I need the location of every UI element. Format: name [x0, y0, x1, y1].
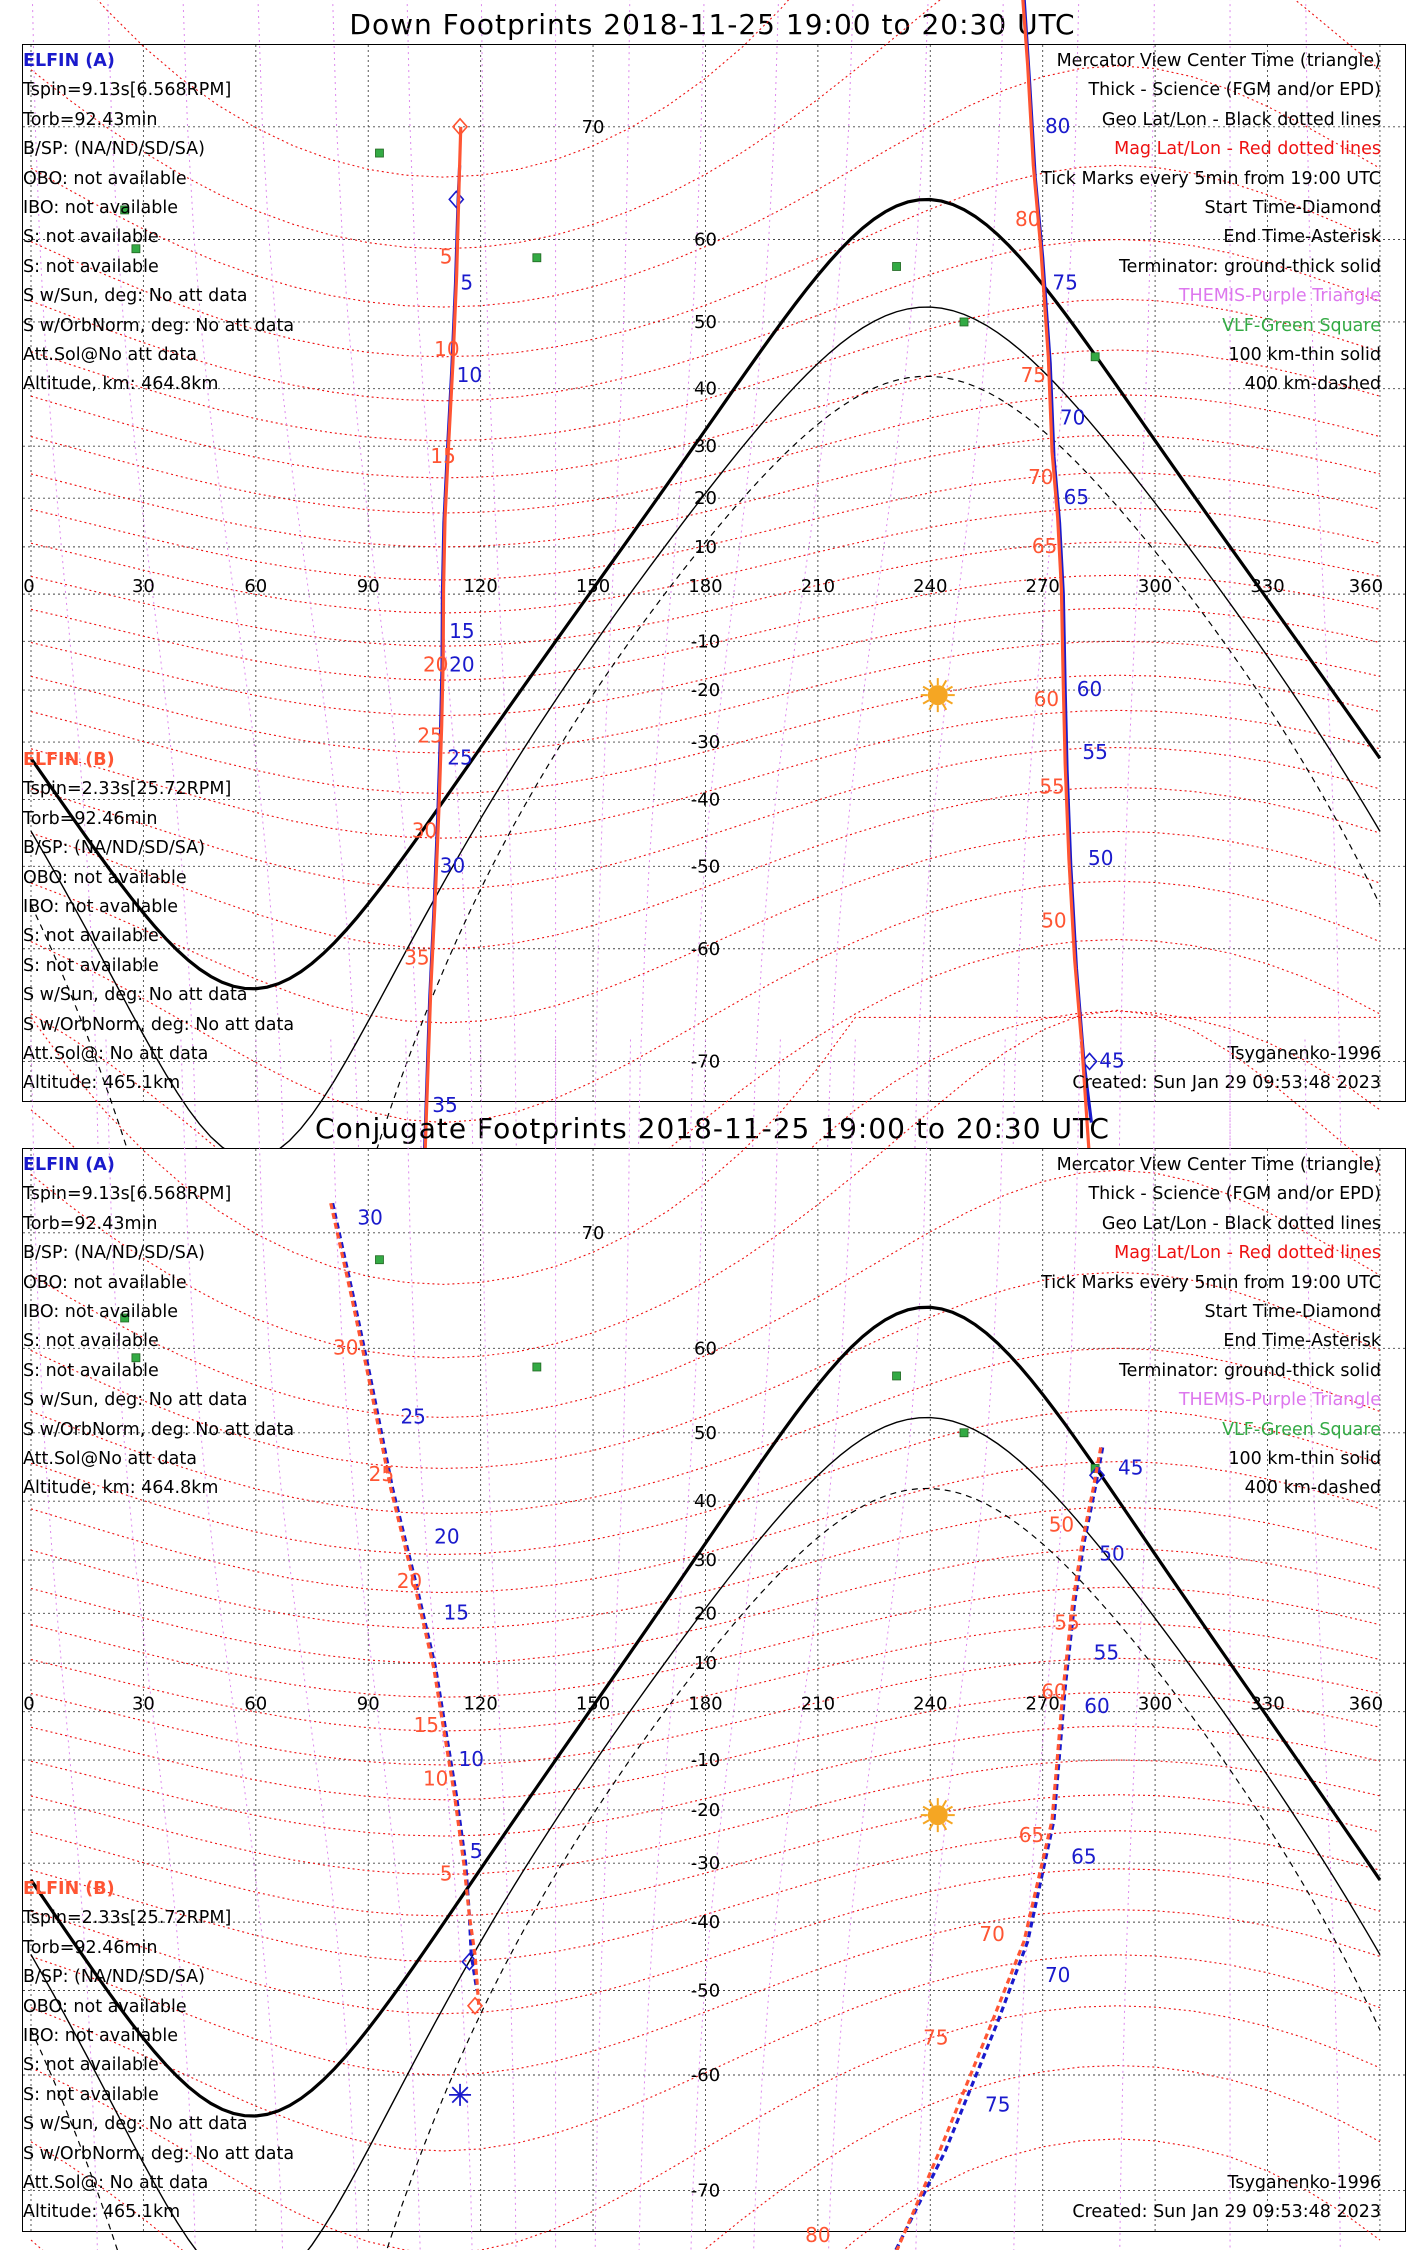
legend-item: Geo Lat/Lon - Black dotted lines — [1101, 109, 1381, 130]
sun-ray — [929, 1800, 933, 1806]
info-a-line: S w/OrbNorm, deg: No att data — [23, 1419, 295, 1440]
footprint-track — [333, 1203, 477, 1990]
info-a-line: Torb=92.43min — [23, 1213, 158, 1234]
elfin-b-title: ELFIN (B) — [23, 750, 115, 770]
mag-meridian — [749, 1039, 855, 2250]
vlf-square — [375, 1256, 383, 1264]
legend-item: Mag Lat/Lon - Red dotted lines — [1114, 139, 1381, 160]
elfin-a-info — [23, 1151, 294, 1504]
x-tick-label: 360 — [1348, 576, 1384, 598]
info-b-line: S w/Sun, deg: No att data — [23, 985, 248, 1006]
info-a-line: IBO: not available — [23, 1301, 178, 1322]
x-tick-label: 150 — [575, 576, 611, 598]
info-a-line: B/SP: (NA/ND/SD/SA) — [23, 1243, 205, 1264]
info-b-line: S w/Sun, deg: No att data — [23, 2114, 248, 2135]
legend-item: Terminator: ground-thick solid — [1118, 1360, 1381, 1381]
info-b-line: Att.Sol@: No att data — [23, 2172, 209, 2193]
info-b-line: Att.Sol@: No att data — [23, 1043, 209, 1064]
sun-marker — [928, 685, 948, 705]
track-tick-label: 65 — [1063, 485, 1090, 510]
track-tick-label: 60 — [1041, 1679, 1067, 1704]
track-tick-label: 30 — [439, 853, 466, 878]
sun-ray — [943, 1800, 947, 1806]
elfin-a-title: ELFIN (A) — [23, 51, 115, 71]
mag-meridian — [824, 1039, 930, 2250]
track-tick-label: 60 — [1084, 1693, 1110, 1718]
footer — [1072, 2169, 1381, 2228]
lat-tick-label: 20 — [694, 488, 717, 510]
track-tick-label: 35 — [404, 945, 430, 970]
sun-marker — [928, 1805, 948, 1825]
x-tick-label: 330 — [1250, 576, 1285, 598]
info-b-line: S: not available — [23, 2055, 159, 2076]
legend-item: Start Time-Diamond — [1204, 1302, 1381, 1323]
track-tick-label: 75 — [923, 2025, 949, 2050]
track-tick-label: 50 — [1088, 846, 1114, 871]
track-tick-label: 15 — [449, 618, 475, 643]
lat-tick-label: 60 — [694, 229, 717, 251]
legend-item: THEMIS-Purple Triangle — [1178, 286, 1381, 307]
track-tick-label: 60 — [1076, 677, 1103, 702]
vlf-square — [960, 1429, 968, 1437]
track-tick-label: 25 — [400, 1404, 426, 1429]
track-tick-label: 75 — [984, 2092, 1011, 2117]
lat-tick-label: -20 — [690, 680, 721, 702]
info-b-line: Torb=92.46min — [23, 1937, 158, 1958]
info-b-line: Altitude: 465.1km — [23, 1073, 181, 1094]
legend-item: Mercator View Center Time (triangle) — [1056, 1155, 1381, 1175]
x-tick-label: 120 — [463, 576, 498, 598]
lat-tick-label: -40 — [690, 1912, 721, 1934]
legend-item: 100 km-thin solid — [1228, 345, 1381, 366]
lat-tick-label: 10 — [694, 1653, 717, 1675]
x-tick-label: 180 — [688, 576, 723, 598]
track-tick-label: 75 — [1052, 270, 1078, 295]
lat-tick-label: 30 — [694, 436, 717, 458]
legend-item: VLF-Green Square — [1222, 1419, 1381, 1440]
legend-item: 100 km-thin solid — [1228, 1449, 1381, 1470]
track-tick-label: 70 — [1044, 1962, 1071, 1987]
track-tick-label: 25 — [447, 745, 473, 770]
track-tick-label: 5 — [439, 244, 453, 269]
info-a-line: IBO: not available — [23, 197, 178, 218]
track-tick-label: 70 — [1028, 464, 1054, 489]
info-a-line: Altitude, km: 464.8km — [23, 1478, 219, 1499]
footprint-track — [422, 127, 461, 1250]
info-a-line: S: not available — [23, 256, 159, 277]
info-a-line: Torb=92.43min — [23, 109, 158, 130]
lat-tick-label: -30 — [690, 1853, 721, 1875]
x-tick-label: 210 — [800, 1693, 836, 1715]
legend-item: Geo Lat/Lon - Black dotted lines — [1101, 1213, 1381, 1234]
track-tick-label: 50 — [1048, 1512, 1075, 1537]
info-b-line: Tspin=2.33s[25.72RPM] — [23, 1908, 232, 1929]
track-tick-label: 15 — [443, 1600, 470, 1625]
mag-meridian — [594, 1039, 631, 2250]
info-a-line: Tspin=9.13s[6.568RPM] — [23, 1184, 232, 1205]
track-tick-label: 65 — [1071, 1844, 1097, 1869]
lat-tick-label: 20 — [694, 1603, 717, 1625]
lat-tick-label: 70 — [581, 1222, 605, 1244]
legend-item: Mag Lat/Lon - Red dotted lines — [1114, 1243, 1381, 1264]
info-b-line: S w/OrbNorm, deg: No att data — [23, 1014, 295, 1035]
track-tick-label: 50 — [1041, 908, 1067, 933]
legend — [1041, 47, 1381, 400]
legend-item: Terminator: ground-thick solid — [1118, 256, 1381, 277]
sun-ray — [929, 704, 933, 710]
lat-tick-label: -60 — [690, 938, 721, 960]
info-b-line: Torb=92.46min — [23, 808, 158, 829]
legend-item: THEMIS-Purple Triangle — [1178, 1390, 1381, 1411]
mag-meridian — [749, 0, 855, 1250]
lat-tick-label: 70 — [581, 116, 605, 138]
lat-tick-label: -70 — [690, 2180, 721, 2202]
info-a-line: S w/Sun, deg: No att data — [23, 1390, 248, 1411]
track-tick-label: 15 — [413, 1713, 440, 1738]
track-tick-label: 30 — [333, 1335, 359, 1360]
lat-tick-label: 30 — [694, 1550, 717, 1572]
info-a-line: S: not available — [23, 227, 159, 248]
track-tick-label: 55 — [1039, 774, 1065, 799]
legend-item: Thick - Science (FGM and/or EPD) — [1088, 80, 1381, 101]
created-label: Created: Sun Jan 29 09:53:48 2023 — [1072, 2202, 1381, 2223]
track-tick-label: 45 — [1099, 1048, 1125, 1073]
info-a-line: OBO: not available — [23, 1272, 187, 1293]
track-tick-label: 80 — [1014, 207, 1041, 232]
lat-tick-label: -70 — [690, 1051, 721, 1073]
conjugate-chart-title: Conjugate Footprints 2018-11-25 19:00 to 20:30 UTC — [315, 1112, 1110, 1145]
info-a-line: S w/OrbNorm, deg: No att data — [23, 315, 295, 336]
info-b-line: Altitude: 465.1km — [23, 2202, 181, 2223]
lat-tick-label: 40 — [694, 378, 717, 400]
conjugate-footprints-panel — [22, 1148, 1406, 2248]
info-a-line: Att.Sol@No att data — [23, 1448, 197, 1469]
track-tick-label: 25 — [368, 1462, 395, 1487]
down-footprints-panel — [22, 44, 1406, 1117]
sun-ray — [946, 700, 952, 704]
legend-item: Mercator View Center Time (triangle) — [1056, 51, 1381, 71]
info-b-line: IBO: not available — [23, 2025, 178, 2046]
mag-meridian — [912, 1039, 1005, 2250]
start-diamond — [449, 191, 463, 207]
vlf-square — [893, 262, 901, 270]
vlf-square — [893, 1372, 901, 1380]
lat-tick-label: -40 — [690, 789, 721, 811]
info-b-line: Tspin=2.33s[25.72RPM] — [23, 779, 232, 800]
lat-tick-label: -20 — [690, 1799, 721, 1821]
info-b-line: OBO: not available — [23, 1996, 187, 2017]
track-tick-label: 20 — [396, 1568, 423, 1593]
lat-tick-label: -10 — [690, 631, 721, 653]
lat-tick-label: 40 — [694, 1491, 717, 1513]
elfin-a-info — [23, 47, 294, 400]
down-chart-title: Down Footprints 2018-11-25 19:00 to 20:30 UTC — [349, 8, 1076, 41]
track-tick-label: 20 — [449, 652, 475, 677]
track-tick-label: 20 — [434, 1524, 460, 1549]
track-tick-label: 65 — [1031, 533, 1058, 558]
track-tick-label: 55 — [1054, 1610, 1080, 1635]
track-tick-label: 10 — [422, 1766, 449, 1791]
legend-item: Tick Marks every 5min from 19:00 UTC — [1041, 1272, 1381, 1293]
elfin-b-info — [23, 746, 294, 1099]
model-label: Tsyganenko-1996 — [1227, 2173, 1381, 2193]
sun-ray — [943, 680, 947, 686]
mag-meridian — [824, 0, 930, 1250]
x-tick-label: 90 — [356, 1693, 380, 1715]
x-tick-label: 90 — [356, 576, 380, 598]
track-tick-label: 55 — [1082, 740, 1108, 765]
track-tick-label: 20 — [422, 652, 449, 677]
track-tick-label: 55 — [1093, 1640, 1120, 1665]
lat-tick-label: -60 — [690, 2065, 721, 2087]
sun-ray — [923, 687, 929, 691]
x-tick-label: 60 — [244, 1693, 268, 1715]
vlf-square — [533, 254, 541, 262]
info-a-line: S: not available — [23, 1331, 159, 1352]
info-a-line: S w/Sun, deg: No att data — [23, 286, 248, 307]
legend-item: Thick - Science (FGM and/or EPD) — [1088, 1184, 1381, 1205]
track-tick-label: 5 — [439, 1861, 453, 1886]
track-tick-label: 35 — [432, 1092, 458, 1117]
elfin-a-title: ELFIN (A) — [23, 1155, 115, 1175]
lat-tick-label: 50 — [694, 1422, 717, 1444]
sun-ray — [929, 680, 933, 686]
x-tick-label: 0 — [23, 1693, 35, 1715]
sun-ray — [946, 1820, 952, 1824]
track-tick-label: 10 — [456, 363, 483, 388]
info-a-line: Att.Sol@No att data — [23, 344, 197, 365]
track-tick-label: 5 — [469, 1839, 483, 1864]
sun-ray — [929, 1824, 933, 1830]
footprint-track — [885, 1447, 1102, 2250]
sun-ray — [923, 700, 929, 704]
mag-meridian — [594, 0, 631, 1250]
legend-item: 400 km-dashed — [1244, 1478, 1381, 1499]
info-b-line: OBO: not available — [23, 867, 187, 888]
x-tick-label: 30 — [131, 1693, 155, 1715]
info-a-line: B/SP: (NA/ND/SD/SA) — [23, 139, 205, 160]
x-tick-label: 300 — [1137, 1693, 1173, 1715]
created-label: Created: Sun Jan 29 09:53:48 2023 — [1072, 1073, 1381, 1094]
info-b-line: S: not available — [23, 955, 159, 976]
mag-meridian — [481, 1039, 518, 2250]
lat-tick-label: -50 — [690, 856, 721, 878]
info-b-line: S: not available — [23, 926, 159, 947]
elfin-b-info — [23, 1875, 294, 2228]
x-tick-label: 0 — [23, 576, 35, 598]
x-tick-label: 240 — [913, 1693, 948, 1715]
x-tick-label: 150 — [575, 1693, 611, 1715]
info-a-line: S: not available — [23, 1360, 159, 1381]
legend-item: Start Time-Diamond — [1204, 198, 1381, 219]
sun-ray — [943, 704, 947, 710]
legend-item: VLF-Green Square — [1222, 315, 1381, 336]
info-b-line: S: not available — [23, 2084, 159, 2105]
vlf-square — [375, 149, 383, 157]
sun-ray — [923, 1820, 929, 1824]
x-tick-label: 300 — [1137, 576, 1173, 598]
legend-item: Tick Marks every 5min from 19:00 UTC — [1041, 168, 1381, 189]
track-tick-label: 30 — [357, 1205, 383, 1230]
info-b-line: B/SP: (NA/ND/SD/SA) — [23, 838, 205, 859]
track-tick-label: 60 — [1033, 687, 1060, 712]
x-tick-label: 360 — [1348, 1693, 1384, 1715]
info-a-line: Altitude, km: 464.8km — [23, 374, 219, 395]
mag-meridian — [406, 1039, 475, 2250]
track-tick-label: 10 — [458, 1747, 484, 1772]
x-tick-label: 30 — [131, 576, 155, 598]
track-tick-label: 50 — [1099, 1541, 1125, 1566]
legend-item: End Time-Asterisk — [1223, 227, 1381, 248]
info-a-line: OBO: not available — [23, 168, 187, 189]
x-tick-label: 270 — [1025, 576, 1060, 598]
vlf-square — [533, 1363, 541, 1371]
track-tick-label: 5 — [460, 270, 474, 295]
lat-tick-label: 50 — [694, 311, 717, 333]
legend — [1041, 1151, 1381, 1504]
info-b-line: B/SP: (NA/ND/SD/SA) — [23, 1967, 205, 1988]
track-tick-label: 70 — [1059, 405, 1086, 430]
track-tick-label: 80 — [1044, 113, 1071, 138]
x-tick-label: 270 — [1025, 1693, 1060, 1715]
lat-tick-label: -30 — [690, 732, 721, 754]
info-a-line: Tspin=9.13s[6.568RPM] — [23, 80, 232, 101]
track-tick-label: 15 — [430, 443, 456, 468]
x-tick-label: 240 — [913, 576, 948, 598]
info-b-line: IBO: not available — [23, 896, 178, 917]
track-tick-label: 45 — [1118, 1455, 1144, 1480]
x-tick-label: 210 — [800, 576, 836, 598]
legend-item: End Time-Asterisk — [1223, 1331, 1381, 1352]
model-label: Tsyganenko-1996 — [1227, 1044, 1381, 1064]
x-tick-label: 330 — [1250, 1693, 1285, 1715]
track-tick-label: 65 — [1018, 1823, 1045, 1848]
lat-tick-label: 10 — [694, 536, 717, 558]
mag-meridian — [481, 0, 518, 1250]
x-tick-label: 120 — [463, 1693, 498, 1715]
x-tick-label: 180 — [688, 1693, 723, 1715]
track-tick-label: 80 — [805, 2223, 831, 2248]
footer — [1072, 1040, 1381, 1099]
legend-item: 400 km-dashed — [1244, 374, 1381, 395]
lat-tick-label: -50 — [690, 1980, 721, 2002]
lat-tick-label: 60 — [694, 1338, 717, 1360]
vlf-square — [960, 318, 968, 326]
track-tick-label: 70 — [979, 1921, 1005, 1946]
track-tick-label: 75 — [1020, 363, 1047, 388]
track-tick-label: 10 — [434, 337, 460, 362]
track-tick-label: 30 — [411, 818, 438, 843]
track-tick-label: 25 — [417, 723, 443, 748]
x-tick-label: 60 — [244, 576, 268, 598]
info-b-line: S w/OrbNorm, deg: No att data — [23, 2143, 295, 2164]
elfin-b-title: ELFIN (B) — [23, 1879, 115, 1899]
lat-tick-label: -10 — [690, 1750, 721, 1772]
